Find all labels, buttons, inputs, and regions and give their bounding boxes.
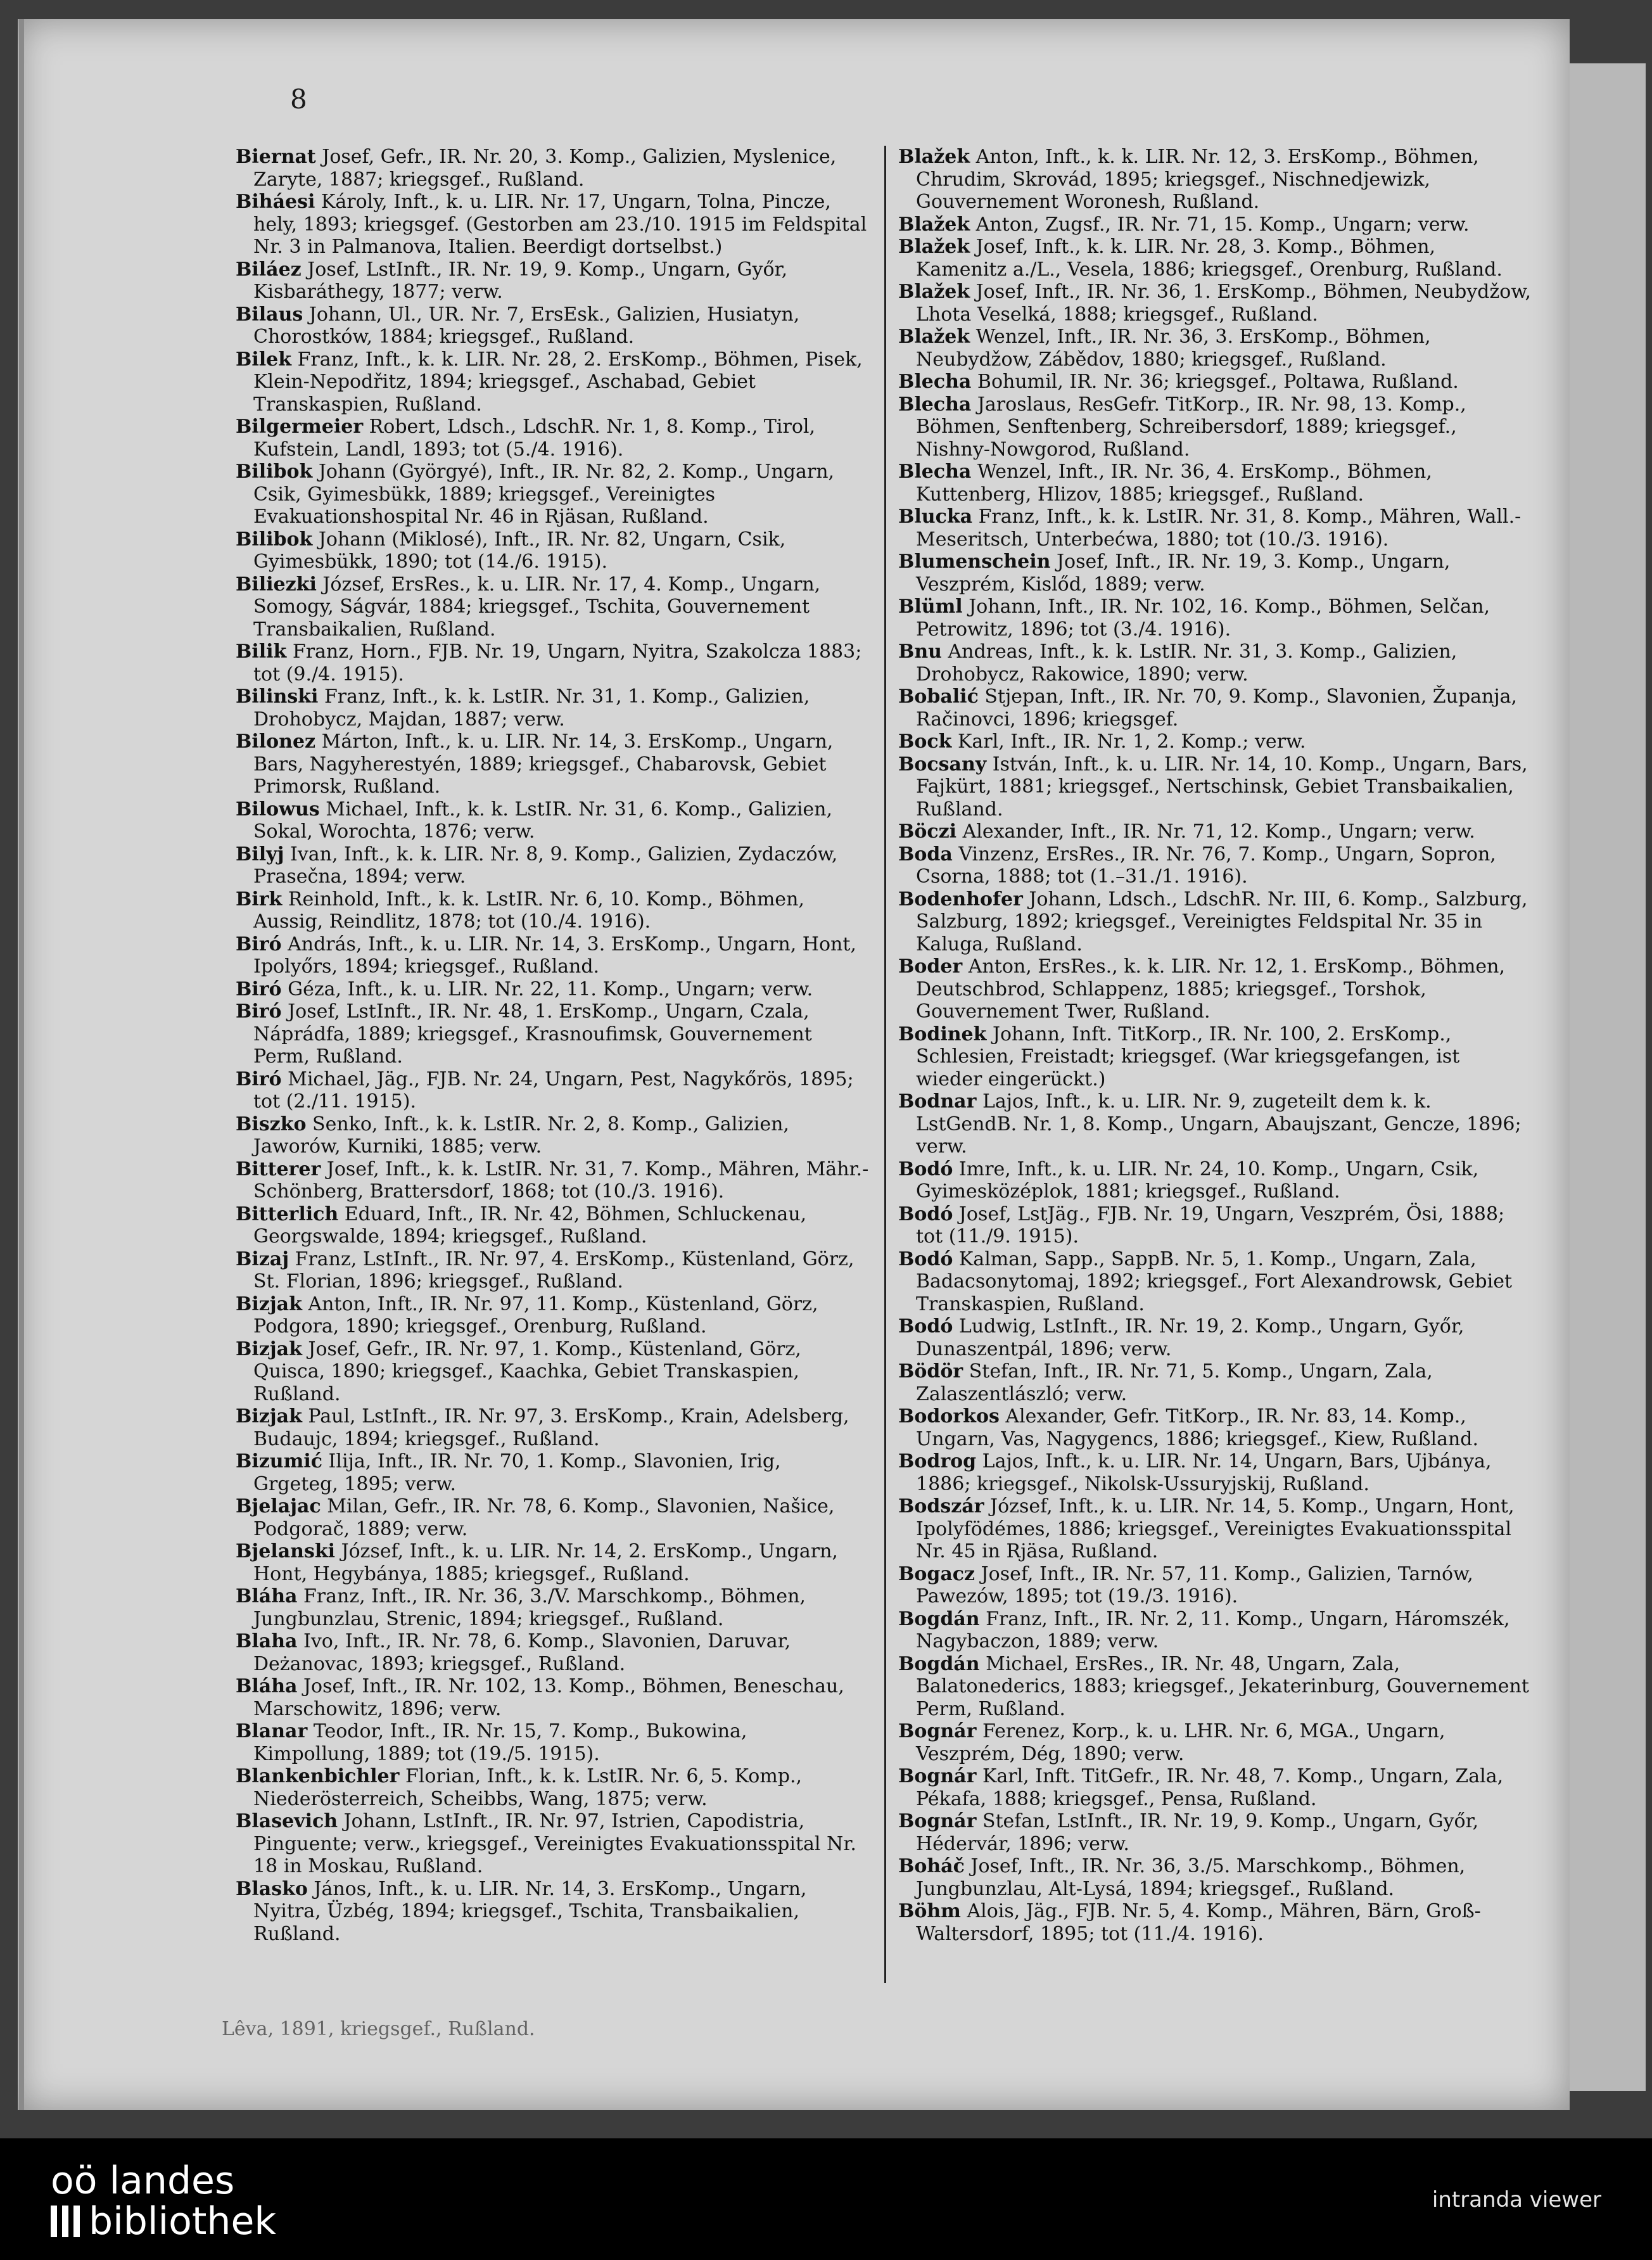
entry-surname: Boháč <box>898 1855 965 1877</box>
entry-surname: Blažek <box>898 236 970 258</box>
entry <box>236 146 869 191</box>
entry-details: Lajos, Inft., k. u. LIR. Nr. 9, zugeteilt dem k. k. LstGendB. Nr. 1, 8. Komp., Ungarn, Abaujszant, Gencze, 1896; verw. <box>916 1090 1522 1158</box>
entry <box>898 955 1532 1023</box>
entry-details: Bohumil, IR. Nr. 36; kriegsgef., Poltawa, Rußland. <box>971 371 1459 393</box>
entry <box>898 1900 1532 1945</box>
entry-details: Johann (Miklosé), Inft., IR. Nr. 82, Ungarn, Csik, Gyimesbükk, 1890; tot (14./6. 1915). <box>253 528 786 573</box>
entry <box>898 843 1532 888</box>
entry-surname: Blucka <box>898 506 973 528</box>
entry-surname: Bogdán <box>898 1607 980 1630</box>
entry-details: Anton, Zugsf., IR. Nr. 71, 15. Komp., Ungarn; verw. <box>970 213 1470 236</box>
logo-line1: oö landes <box>51 2159 235 2203</box>
entry-details: Josef, Inft., IR. Nr. 102, 13. Komp., Böhmen, Beneschau, Marschowitz, 1896; verw. <box>253 1675 844 1720</box>
entry <box>236 1405 869 1450</box>
entry-surname: Blažek <box>898 326 970 348</box>
entry-surname: Bodó <box>898 1315 953 1337</box>
entry <box>236 1765 869 1810</box>
entry <box>898 236 1532 281</box>
entry-details: Eduard, Inft., IR. Nr. 42, Böhmen, Schluckenau, Georgswalde, 1894; kriegsgef., Rußland. <box>253 1203 807 1248</box>
entry-surname: Blecha <box>898 461 972 483</box>
entry-details: Andreas, Inft., k. k. LstIR. Nr. 31, 3. Komp., Galizien, Drohobycz, Rakowice, 1890; verw. <box>916 641 1458 686</box>
entry-details: Stefan, Inft., IR. Nr. 71, 5. Komp., Ungarn, Zala, Zalaszentlászló; verw. <box>916 1360 1433 1405</box>
entry-details: Karl, Inft. TitGefr., IR. Nr. 48, 7. Komp., Ungarn, Zala, Pékafa, 1888; kriegsgef., Pensa, Rußland. <box>916 1765 1504 1810</box>
entry-details: Josef, LstInft., IR. Nr. 48, 1. ErsKomp., Ungarn, Czala, Náprádfa, 1889; kriegsgef., Krasnoufimsk, Gouvernement Perm, Rußland. <box>253 1000 812 1068</box>
entry-details: Franz, Inft., k. k. LIR. Nr. 28, 2. ErsKomp., Böhmen, Pisek, Klein-Nepodřitz, 1894; kriegsgef., Aschabad, Gebiet Transkaspien, Rußland. <box>253 348 863 416</box>
entry-details: Anton, ErsRes., k. k. LIR. Nr. 12, 1. ErsKomp., Böhmen, Deutschbrod, Schlappenz, 1885; kriegsgef., Torshok, Gouvernement Twer, Rußland. <box>916 955 1506 1023</box>
entry-surname: Blüml <box>898 596 963 618</box>
entry <box>898 214 1532 236</box>
entry-details: Ludwig, LstInft., IR. Nr. 19, 2. Komp., Ungarn, Győr, Dunaszentpál, 1896; verw. <box>916 1315 1465 1360</box>
entry <box>898 641 1532 686</box>
entry-details: Robert, Ldsch., LdschR. Nr. 1, 8. Komp., Tirol, Kufstein, Landl, 1893; tot (5./4. 1916). <box>253 416 816 461</box>
entry-details: Jaroslaus, ResGefr. TitKorp., IR. Nr. 98, 13. Komp., Böhmen, Senftenberg, Schreibersdorf, 1889; kriegsgef., Nishny-Nowgorod, Rußland. <box>916 393 1466 461</box>
entry-surname: Blažek <box>898 213 970 236</box>
entry-surname: Boder <box>898 955 963 978</box>
entry <box>236 1585 869 1630</box>
entry-details: Márton, Inft., k. u. LIR. Nr. 14, 3. ErsKomp., Ungarn, Bars, Nagyherestyén, 1889; kriegsgef., Chabarovsk, Gebiet Primorsk, Rußland. <box>253 731 834 798</box>
column-divider <box>884 146 886 1983</box>
entry-surname: Bodó <box>898 1203 953 1225</box>
entry <box>898 1023 1532 1091</box>
entry-details: Ferenez, Korp., k. u. LHR. Nr. 6, MGA., Ungarn, Veszprém, Dég, 1890; verw. <box>916 1720 1446 1765</box>
entry <box>236 978 869 1001</box>
entry <box>236 933 869 978</box>
entry-details: Imre, Inft., k. u. LIR. Nr. 24, 10. Komp., Ungarn, Csik, Gyimesközéplok, 1881; kriegsgef., Rußland. <box>916 1158 1479 1203</box>
entry-details: Josef, Inft., IR. Nr. 57, 11. Komp., Galizien, Tarnów, Pawezów, 1895; tot (19./3. 1916). <box>916 1562 1473 1607</box>
entry-surname: Bodnar <box>898 1090 977 1113</box>
entry-surname: Bilgermeier <box>236 416 364 438</box>
entry-surname: Birk <box>236 888 283 910</box>
entry <box>236 1203 869 1248</box>
entry-details: Stefan, LstInft., IR. Nr. 19, 9. Komp., Ungarn, Győr, Hédervár, 1896; verw. <box>916 1810 1479 1855</box>
entry-details: Josef, Inft., IR. Nr. 36, 3./5. Marschkomp., Böhmen, Jungbunzlau, Alt-Lysá, 1894; kriegsgef., Rußland. <box>916 1855 1466 1900</box>
logo-line2: bibliothek <box>89 2199 277 2244</box>
entry-details: Johann, Inft., IR. Nr. 102, 16. Komp., Böhmen, Selčan, Petrowitz, 1896; tot (3./4. 1916). <box>916 596 1490 641</box>
entry-details: Milan, Gefr., IR. Nr. 78, 6. Komp., Slavonien, Našice, Podgorač, 1889; verw. <box>253 1495 835 1540</box>
entry <box>898 1720 1532 1765</box>
entry <box>898 1090 1532 1158</box>
entry-surname: Bock <box>898 731 952 753</box>
entry-surname: Bogacz <box>898 1562 975 1585</box>
entry-details: János, Inft., k. u. LIR. Nr. 14, 3. ErsKomp., Ungarn, Nyitra, Üzbég, 1894; kriegsgef., Tschita, Transbaikalien, Rußland. <box>253 1877 807 1945</box>
entry-surname: Bizjak <box>236 1337 302 1360</box>
entry <box>898 371 1532 393</box>
entry-surname: Bobalić <box>898 686 979 708</box>
entry <box>236 1878 869 1946</box>
entry <box>898 393 1532 461</box>
entry-details: Josef, LstJäg., FJB. Nr. 19, Ungarn, Veszprém, Ösi, 1888; tot (11./9. 1915). <box>916 1203 1505 1248</box>
page-fold <box>19 19 24 2110</box>
entry-surname: Blasko <box>236 1877 308 1900</box>
entry-details: Alexander, Gefr. TitKorp., IR. Nr. 83, 14. Komp., Ungarn, Vas, Nagygencs, 1886; kriegsgef., Kiew, Rußland. <box>916 1405 1479 1450</box>
entry <box>898 1855 1532 1900</box>
entry-surname: Blecha <box>898 393 972 416</box>
next-page-edge <box>1570 63 1646 2091</box>
entry <box>236 1450 869 1495</box>
entry-details: Franz, Inft., k. k. LstIR. Nr. 31, 1. Komp., Galizien, Drohobycz, Majdan, 1887; verw. <box>253 686 810 731</box>
entry <box>236 1113 869 1158</box>
entry-details: István, Inft., k. u. LIR. Nr. 14, 10. Komp., Ungarn, Bars, Fajkürt, 1881; kriegsgef., Nertschinsk, Gebiet Transbaikalien, Rußland. <box>916 753 1528 820</box>
entry <box>898 1653 1532 1721</box>
entry-details: Ivo, Inft., IR. Nr. 78, 6. Komp., Slavonien, Daruvar, Deżanovac, 1893; kriegsgef., Rußland. <box>253 1630 791 1675</box>
entry <box>236 1068 869 1113</box>
entry-details: Károly, Inft., k. u. LIR. Nr. 17, Ungarn, Tolna, Pincze, hely, 1893; kriegsgef. (Gestorben am 23./10. 1915 im Feldspital Nr. 3 in Palmanova, Italien. Beerdigt dortselbst.) <box>253 191 867 258</box>
entry <box>236 843 869 888</box>
entry-surname: Bizjak <box>236 1293 302 1315</box>
entry-surname: Bocsany <box>898 753 987 776</box>
entry-surname: Biháesi <box>236 191 315 213</box>
entry-surname: Blaha <box>236 1630 298 1652</box>
entry-surname: Bjelajac <box>236 1495 321 1517</box>
entry-details: Florian, Inft., k. k. LstIR. Nr. 6, 5. Komp., Niederösterreich, Scheibbs, Wang, 1875; verw. <box>253 1765 803 1810</box>
entry <box>898 326 1532 371</box>
entry-details: Ivan, Inft., k. k. LIR. Nr. 8, 9. Komp., Galizien, Zydaczów, Prasečna, 1894; verw. <box>253 843 838 888</box>
entry-surname: Bláha <box>236 1585 298 1607</box>
page-number: 8 <box>290 84 307 115</box>
entry <box>236 1248 869 1293</box>
entry-surname: Bitterer <box>236 1158 321 1180</box>
entry-details: Anton, Inft., IR. Nr. 97, 11. Komp., Küstenland, Görz, Podgora, 1890; kriegsgef., Orenburg, Rußland. <box>253 1293 818 1337</box>
entry-details: Josef, LstInft., IR. Nr. 19, 9. Komp., Ungarn, Győr, Kisbaráthegy, 1877; verw. <box>253 258 788 303</box>
entry-surname: Bodó <box>898 1158 953 1180</box>
entry-surname: Bilibok <box>236 528 313 551</box>
viewer-label: intranda viewer <box>1432 2187 1601 2212</box>
entry-surname: Bilinski <box>236 686 319 708</box>
entry-surname: Bogdán <box>898 1652 980 1675</box>
entry-surname: Bizaj <box>236 1248 289 1270</box>
entry-surname: Bilibok <box>236 461 313 483</box>
entry-details: Johann (Györgyé), Inft., IR. Nr. 82, 2. Komp., Ungarn, Csik, Gyimesbükk, 1889; kriegsgef., Vereinigtes Evakuationshospital Nr. 46 in Rjäsan, Rußland. <box>253 461 835 528</box>
cut-off-line: Lêva, 1891, kriegsgef., Rußland. <box>222 2018 535 2040</box>
logo-bars-icon <box>51 2206 80 2237</box>
entry-surname: Bodorkos <box>898 1405 1000 1427</box>
entry-surname: Bodinek <box>898 1023 987 1045</box>
entry <box>236 348 869 416</box>
entry <box>898 551 1532 596</box>
entry-details: Alois, Jäg., FJB. Nr. 5, 4. Komp., Mähren, Bärn, Groß-Waltersdorf, 1895; tot (11./4. 1916). <box>916 1900 1481 1945</box>
entry-surname: Blanar <box>236 1720 308 1742</box>
entry <box>236 1630 869 1675</box>
entry-details: Michael, Jäg., FJB. Nr. 24, Ungarn, Pest, Nagykőrös, 1895; tot (2./11. 1915). <box>253 1068 854 1113</box>
entry-surname: Bognár <box>898 1765 977 1787</box>
entry-details: Wenzel, Inft., IR. Nr. 36, 3. ErsKomp., Böhmen, Neubydžow, Zábědov, 1880; kriegsgef., Rußland. <box>916 326 1431 371</box>
entry-details: Franz, Inft., k. k. LstIR. Nr. 31, 8. Komp., Mähren, Wall.-Meseritsch, Unterbećwa, 1880; tot (10./3. 1916). <box>916 506 1522 551</box>
entry-surname: Blasevich <box>236 1810 338 1832</box>
entry-details: Paul, LstInft., IR. Nr. 97, 3. ErsKomp., Krain, Adelsberg, Budaujc, 1894; kriegsgef., Rußland. <box>253 1405 849 1450</box>
entry-surname: Biernat <box>236 146 316 168</box>
entry <box>898 1495 1532 1563</box>
entry <box>898 1450 1532 1495</box>
entry-details: Géza, Inft., k. u. LIR. Nr. 22, 11. Komp., Ungarn; verw. <box>281 978 813 1000</box>
entry-surname: Biró <box>236 933 282 955</box>
entry-details: Johann, Ul., UR. Nr. 7, ErsEsk., Galizien, Husiatyn, Chorostków, 1884; kriegsgef., Rußland. <box>253 303 800 348</box>
entry <box>236 259 869 303</box>
entry-details: Michael, Inft., k. k. LstIR. Nr. 31, 6. Komp., Galizien, Sokal, Worochta, 1876; verw. <box>253 798 833 843</box>
entry-details: Alexander, Inft., IR. Nr. 71, 12. Komp., Ungarn; verw. <box>956 820 1475 843</box>
entry <box>898 1360 1532 1405</box>
entry-details: Josef, Gefr., IR. Nr. 20, 3. Komp., Galizien, Myslenice, Zaryte, 1887; kriegsgef., Rußland. <box>253 146 837 191</box>
entry <box>898 146 1532 214</box>
entry-surname: Bilek <box>236 348 292 371</box>
entry <box>898 1810 1532 1855</box>
entry-details: Franz, Horn., FJB. Nr. 19, Ungarn, Nyitra, Szakolcza 1883; tot (9./4. 1915). <box>253 641 862 686</box>
entry-surname: Bodenhofer <box>898 888 1023 910</box>
entry <box>236 1293 869 1338</box>
entry <box>898 596 1532 641</box>
entry-surname: Blecha <box>898 371 972 393</box>
entry-surname: Böhm <box>898 1900 961 1922</box>
entry-surname: Biró <box>236 1000 282 1023</box>
entry <box>898 1203 1532 1248</box>
entry-surname: Bodszár <box>898 1495 984 1517</box>
entry-surname: Biláez <box>236 258 302 281</box>
entry <box>236 1540 869 1585</box>
entry <box>898 820 1532 843</box>
entry <box>236 1675 869 1720</box>
entry-surname: Bilonez <box>236 731 316 753</box>
entry-details: Josef, Inft., k. k. LstIR. Nr. 31, 7. Komp., Mähren, Mähr.-Schönberg, Brattersdorf, 1868; tot (10./3. 1916). <box>253 1158 869 1203</box>
entry-details: Reinhold, Inft., k. k. LstIR. Nr. 6, 10. Komp., Böhmen, Aussig, Reindlitz, 1878; tot (10./4. 1916). <box>253 888 804 933</box>
entry-details: Johann, LstInft., IR. Nr. 97, Istrien, Capodistria, Pinguente; verw., kriegsgef., Vereinigtes Evakuationsspital Nr. 18 in Moskau, Rußland. <box>253 1810 856 1877</box>
entry-details: Vinzenz, ErsRes., IR. Nr. 76, 7. Komp., Ungarn, Sopron, Csorna, 1888; tot (1.–31./1. 1916). <box>916 843 1496 888</box>
entry <box>898 1765 1532 1810</box>
entry-surname: Bizumić <box>236 1450 323 1472</box>
entry-details: József, Inft., k. u. LIR. Nr. 14, 5. Komp., Ungarn, Hont, Ipolyfödémes, 1886; kriegsgef., Vereinigtes Evakuationsspital Nr. 45 in Rjäsa, Rußland. <box>916 1495 1515 1562</box>
entry-surname: Bizjak <box>236 1405 302 1427</box>
entry <box>236 1495 869 1540</box>
entry <box>898 281 1532 326</box>
entry-details: Senko, Inft., k. k. LstIR. Nr. 2, 8. Komp., Galizien, Jaworów, Kurniki, 1885; verw. <box>253 1113 789 1158</box>
entry-details: Josef, Gefr., IR. Nr. 97, 1. Komp., Küstenland, Görz, Quisca, 1890; kriegsgef., Kaachka, Gebiet Transkaspien, Rußland. <box>253 1337 801 1405</box>
entry <box>236 888 869 933</box>
entry <box>236 641 869 686</box>
entry-surname: Blumenschein <box>898 551 1051 573</box>
entry-surname: Blažek <box>898 281 970 303</box>
entry-details: Anton, Inft., k. k. LIR. Nr. 12, 3. ErsKomp., Böhmen, Chrudim, Skrovád, 1895; kriegsgef., Nischnedjewizk, Gouvernement Woronesh, Rußland. <box>916 146 1479 213</box>
entry-surname: Biró <box>236 978 282 1000</box>
entry-details: Michael, ErsRes., IR. Nr. 48, Ungarn, Zala, Balatonederics, 1883; kriegsgef., Jekaterinburg, Gouvernement Perm, Rußland. <box>916 1652 1529 1720</box>
entry-surname: Bodó <box>898 1248 953 1270</box>
entry-surname: Bognár <box>898 1720 977 1742</box>
entry <box>236 1720 869 1765</box>
entry-details: Johann, Inft. TitKorp., IR. Nr. 100, 2. ErsKomp., Schlesien, Freistadt; kriegsgef. (War kriegsgefangen, ist wieder eingerückt.) <box>916 1023 1460 1090</box>
entry <box>236 416 869 461</box>
entry-surname: Bilyj <box>236 843 284 865</box>
entry-details: Johann, Ldsch., LdschR. Nr. III, 6. Komp., Salzburg, Salzburg, 1892; kriegsgef., Vereinigtes Feldspital Nr. 35 in Kaluga, Rußland. <box>916 888 1528 955</box>
library-logo[interactable] <box>51 2161 276 2242</box>
right-column <box>898 146 1532 1996</box>
entry <box>236 303 869 348</box>
entry <box>236 191 869 259</box>
left-column <box>236 146 869 1996</box>
entry <box>898 1158 1532 1203</box>
entry-details: Franz, Inft., IR. Nr. 36, 3./V. Marschkomp., Böhmen, Jungbunzlau, Strenic, 1894; kriegsgef., Rußland. <box>253 1585 806 1630</box>
entry-surname: Böczi <box>898 820 957 843</box>
entry-surname: Boda <box>898 843 953 865</box>
entry <box>898 686 1532 731</box>
entry-surname: Biró <box>236 1068 282 1090</box>
entry-details: Kalman, Sapp., SappB. Nr. 5, 1. Komp., Ungarn, Zala, Badacsonytomaj, 1892; kriegsgef., Fort Alexandrowsk, Gebiet Transkaspien, Rußland. <box>916 1248 1513 1315</box>
entry <box>898 731 1532 753</box>
entry-surname: Biliezki <box>236 573 317 596</box>
entry-surname: Biszko <box>236 1113 307 1135</box>
entry-surname: Bnu <box>898 641 942 663</box>
entry-surname: Blankenbichler <box>236 1765 400 1787</box>
entry-surname: Bödör <box>898 1360 963 1382</box>
entry-details: Wenzel, Inft., IR. Nr. 36, 4. ErsKomp., Böhmen, Kuttenberg, Hlizov, 1885; kriegsgef., Rußland. <box>916 461 1432 506</box>
entry <box>898 1563 1532 1608</box>
entry <box>898 1405 1532 1450</box>
entry-details: Ilija, Inft., IR. Nr. 70, 1. Komp., Slavonien, Irig, Grgeteg, 1895; verw. <box>253 1450 781 1495</box>
entry-details: Franz, Inft., IR. Nr. 2, 11. Komp., Ungarn, Háromszék, Nagybaczon, 1889; verw. <box>916 1607 1510 1652</box>
entry <box>236 528 869 573</box>
entry-details: József, Inft., k. u. LIR. Nr. 14, 2. ErsKomp., Ungarn, Hont, Hegybánya, 1885; kriegsgef., Rußland. <box>253 1540 838 1585</box>
entry-details: Lajos, Inft., k. u. LIR. Nr. 14, Ungarn, Bars, Ujbánya, 1886; kriegsgef., Nikolsk-Ussuryjskij, Rußland. <box>916 1450 1492 1495</box>
entry <box>898 1248 1532 1316</box>
entry-details: Stjepan, Inft., IR. Nr. 70, 9. Komp., Slavonien, Županja, Račinovci, 1896; kriegsgef. <box>916 686 1518 731</box>
entry-surname: Blažek <box>898 146 970 168</box>
entry-details: András, Inft., k. u. LIR. Nr. 14, 3. ErsKomp., Ungarn, Hont, Ipolyőrs, 1894; kriegsgef., Rußland. <box>253 933 856 978</box>
entry <box>898 506 1532 551</box>
entry-details: Josef, Inft., k. k. LIR. Nr. 28, 3. Komp., Böhmen, Kamenitz a./L., Vesela, 1886; kriegsgef., Orenburg, Rußland. <box>916 236 1503 281</box>
entry <box>236 1810 869 1878</box>
entry <box>898 461 1532 506</box>
entry-details: Josef, Inft., IR. Nr. 19, 3. Komp., Ungarn, Veszprém, Kislőd, 1889; verw. <box>916 551 1451 596</box>
entry-details: Teodor, Inft., IR. Nr. 15, 7. Komp., Bukowina, Kimpollung, 1889; tot (19./5. 1915). <box>253 1720 747 1765</box>
entry <box>236 731 869 798</box>
entry-surname: Bjelanski <box>236 1540 336 1562</box>
entry <box>898 888 1532 956</box>
entry-surname: Bognár <box>898 1810 977 1832</box>
entry <box>236 798 869 843</box>
entry <box>236 1000 869 1068</box>
entry <box>236 573 869 641</box>
entry-details: Karl, Inft., IR. Nr. 1, 2. Komp.; verw. <box>951 731 1306 753</box>
entry-details: Franz, LstInft., IR. Nr. 97, 4. ErsKomp., Küstenland, Görz, St. Florian, 1896; kriegsgef., Rußland. <box>253 1248 855 1293</box>
entry-details: Josef, Inft., IR. Nr. 36, 1. ErsKomp., Böhmen, Neubydžow, Lhota Veselká, 1888; kriegsgef., Rußland. <box>916 281 1532 326</box>
entry-details: József, ErsRes., k. u. LIR. Nr. 17, 4. Komp., Ungarn, Somogy, Ságvár, 1884; kriegsgef., Tschita, Gouvernement Transbaikalien, Rußland. <box>253 573 821 641</box>
entry <box>898 1315 1532 1360</box>
entry <box>898 753 1532 821</box>
entry-surname: Bilowus <box>236 798 320 820</box>
entry <box>236 461 869 528</box>
entry <box>236 1338 869 1406</box>
entry-surname: Bilik <box>236 641 287 663</box>
entry <box>236 1158 869 1203</box>
entry-surname: Bilaus <box>236 303 303 326</box>
entry <box>236 686 869 731</box>
entry <box>898 1608 1532 1653</box>
entry-surname: Bláha <box>236 1675 298 1697</box>
entry-surname: Bodrog <box>898 1450 977 1472</box>
entry-surname: Bitterlich <box>236 1203 339 1225</box>
